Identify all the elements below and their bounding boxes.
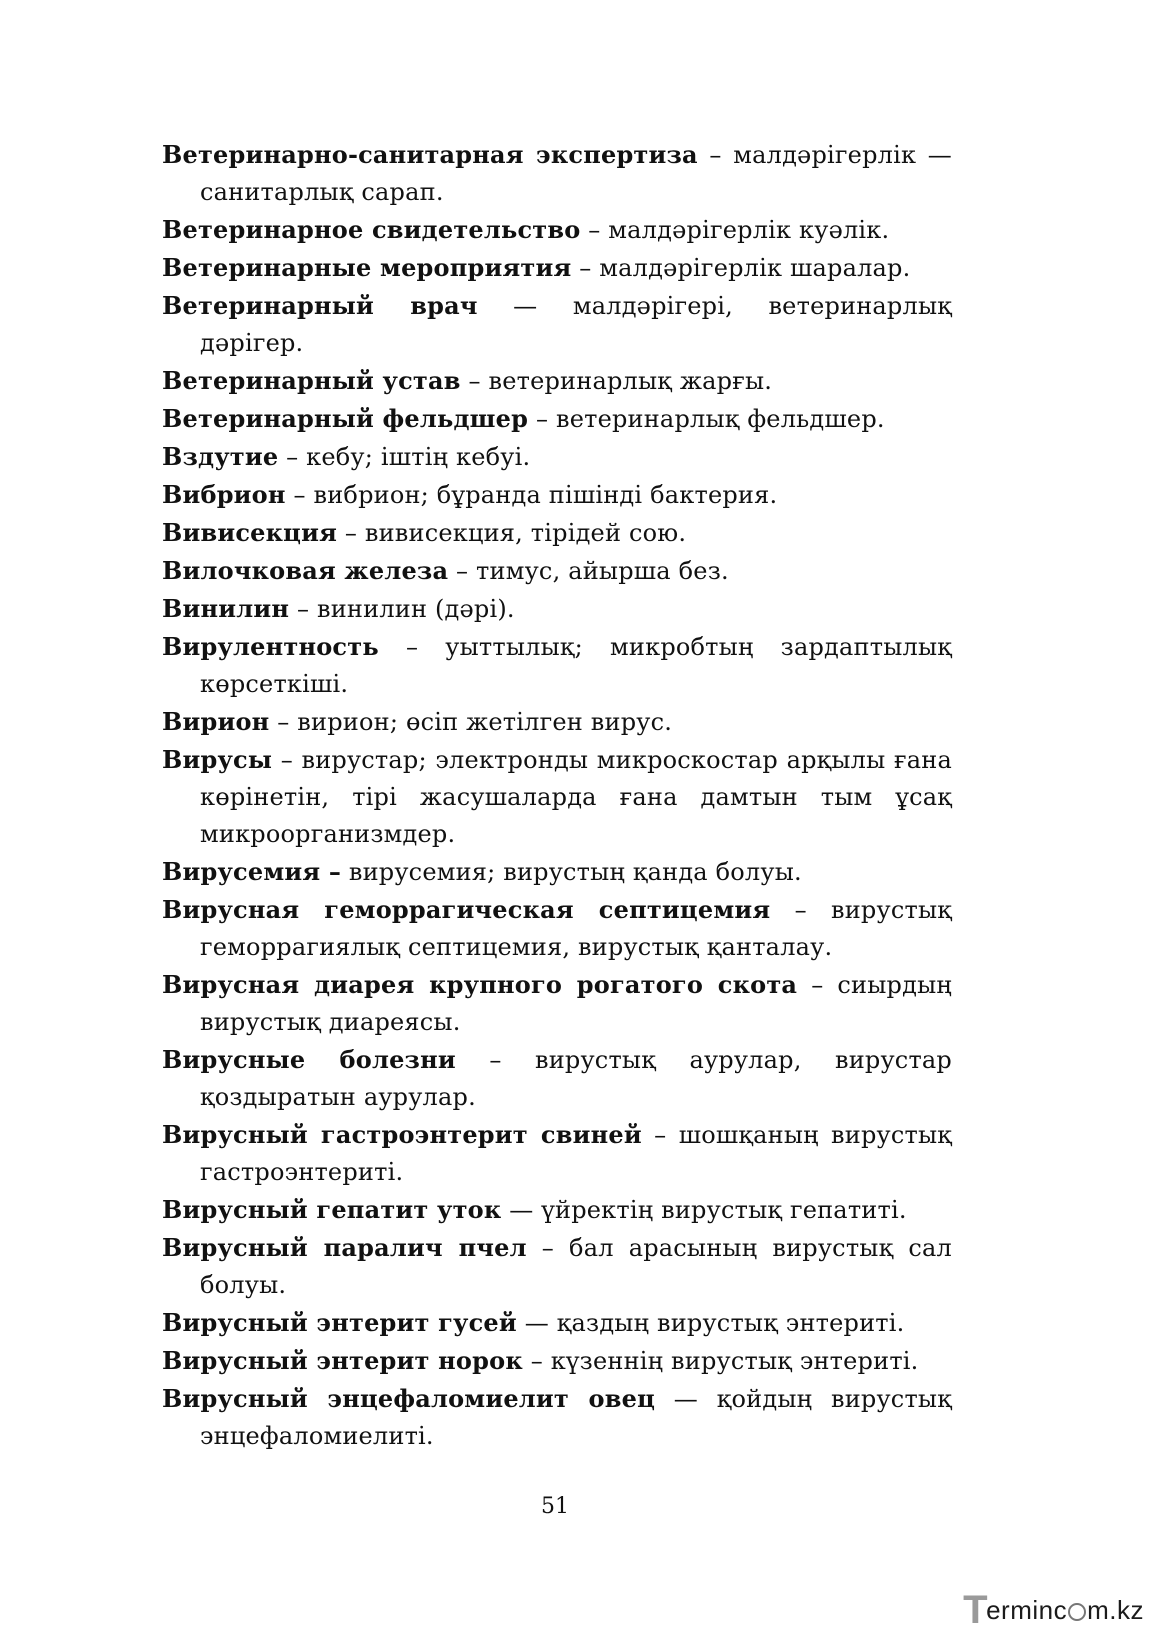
entry-term: Вирусный гастроэнтерит свиней: [162, 1120, 642, 1149]
entry-definition: — үйректің вирустық гепатиті.: [501, 1196, 907, 1224]
entry-term: Вирулентность: [162, 632, 379, 661]
dictionary-entry: [162, 476, 952, 514]
dictionary-entry: [162, 891, 952, 966]
dictionary-entry: [162, 514, 952, 552]
entry-term: Ветеринарный врач: [162, 291, 478, 320]
magnifier-icon: [1068, 1603, 1086, 1621]
dictionary-entry: [162, 966, 952, 1041]
dictionary-entry: [162, 1116, 952, 1191]
dictionary-entry: [162, 628, 952, 703]
entry-term: Винилин: [162, 594, 290, 623]
entry-term: Вивисекция: [162, 518, 338, 547]
entry-term: Вирусы: [162, 745, 273, 774]
entry-definition: – уыттылық; микробтың зардаптылық көрсеткіші.: [200, 633, 952, 698]
entry-term: Ветеринарные мероприятия: [162, 253, 572, 282]
entry-definition: — малдәрігері, ветеринарлық дәрігер.: [200, 292, 952, 357]
entry-definition: – винилин (дәрі).: [289, 595, 515, 623]
entry-term: Вирусный энцефаломиелит овец: [162, 1384, 655, 1413]
dictionary-entry: [162, 741, 952, 853]
entry-definition: – бал арасының вирустық сал болуы.: [200, 1234, 952, 1299]
dictionary-entry: [162, 590, 952, 628]
dictionary-entry: [162, 1041, 952, 1116]
dictionary-entry: [162, 136, 952, 211]
entry-term: Ветеринарное свидетельство: [162, 215, 581, 244]
entry-definition: – малдәрігерлік — санитарлық сарап.: [200, 141, 952, 206]
entry-definition: – ветеринарлық жарғы.: [460, 367, 773, 395]
entry-definition: – ветеринарлық фельдшер.: [528, 405, 885, 433]
entry-term: Вирусная диарея крупного рогатого скота: [162, 970, 798, 999]
termincom-watermark-logo: [963, 1585, 1144, 1635]
dictionary-entry: [162, 1342, 952, 1380]
entry-definition: – вибрион; бұранда пішінді бактерия.: [285, 481, 778, 509]
dictionary-entry: [162, 287, 952, 362]
dictionary-entry: [162, 438, 952, 476]
entry-definition: – вирион; өсіп жетілген вирус.: [269, 708, 673, 736]
entry-term: Ветеринарно-санитарная экспертиза: [162, 140, 698, 169]
dictionary-entry: [162, 400, 952, 438]
dictionary-entry: [162, 552, 952, 590]
dictionary-entry: [162, 362, 952, 400]
entry-definition: – вирустық геморрагиялық септицемия, вирустық қанталау.: [200, 896, 952, 961]
dictionary-entry: [162, 1229, 952, 1304]
entry-term: Вибрион: [162, 480, 286, 509]
watermark-text-middle: erminc: [986, 1594, 1068, 1625]
entry-definition: – вивисекция, тірідей сою.: [337, 519, 687, 547]
entry-definition: – малдәрігерлік куәлік.: [580, 216, 890, 244]
entry-definition: – малдәрігерлік шаралар.: [571, 254, 911, 282]
entry-definition: вирусемия; вирустың қанда болуы.: [341, 858, 802, 886]
entry-term: Вирусный энтерит норок: [162, 1346, 523, 1375]
entry-term: Вирусный энтерит гусей: [162, 1308, 517, 1337]
entry-definition: — қойдың вирустық энцефаломиелиті.: [200, 1385, 952, 1450]
entry-definition: – шошқаның вирустық гастроэнтериті.: [200, 1121, 952, 1186]
dictionary-entry: [162, 211, 952, 249]
entry-definition: – вирустық аурулар, вирустар қоздыратын аурулар.: [200, 1046, 952, 1111]
entry-term: Вздутие: [162, 442, 279, 471]
dictionary-entry: [162, 853, 952, 891]
entry-term: Вилочковая железа: [162, 556, 449, 585]
entry-term: Вирусная геморрагическая септицемия: [162, 895, 771, 924]
watermark-text-end: m.kz: [1087, 1594, 1144, 1625]
entry-definition: – сиырдың вирустық диареясы.: [200, 971, 952, 1036]
page-number: 51: [541, 1494, 569, 1519]
dictionary-entry: [162, 1304, 952, 1342]
entry-definition: — қаздың вирустық энтериті.: [516, 1309, 905, 1337]
dictionary-entry: [162, 1191, 952, 1229]
entry-definition: – күзеннің вирустық энтериті.: [522, 1347, 919, 1375]
dictionary-entries: [162, 136, 952, 1455]
dictionary-entry: [162, 1380, 952, 1455]
entry-definition: – вирустар; электронды микроскостар арқылы ғана көрінетін, тірі жасушаларда ғана дамтын тым ұсақ микроорганизмдер.: [200, 746, 952, 848]
entry-definition: – кебу; іштің кебуі.: [278, 443, 531, 471]
entry-term: Ветеринарный фельдшер: [162, 404, 529, 433]
entry-term: Вирусный паралич пчел: [162, 1233, 527, 1262]
entry-term: Вирусемия –: [162, 857, 342, 886]
dictionary-entry: [162, 703, 952, 741]
dictionary-entry: [162, 249, 952, 287]
entry-term: Вирусный гепатит уток: [162, 1195, 502, 1224]
entry-definition: – тимус, айырша без.: [448, 557, 729, 585]
entry-term: Ветеринарный устав: [162, 366, 461, 395]
entry-term: Вирусные болезни: [162, 1045, 456, 1074]
watermark-t-letter: T: [963, 1588, 989, 1632]
entry-term: Вирион: [162, 707, 270, 736]
